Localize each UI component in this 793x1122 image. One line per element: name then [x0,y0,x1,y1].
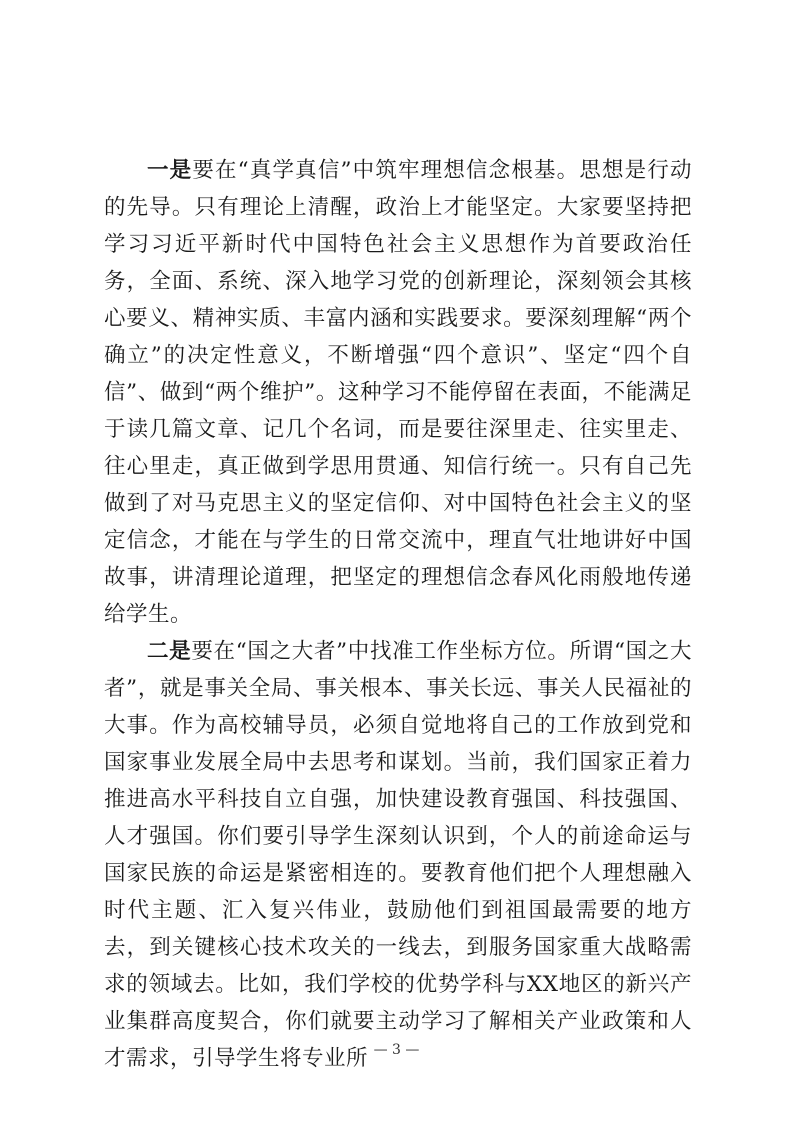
page-number: — 3 — [373,1042,420,1058]
paragraph-2 [104,633,692,1077]
paragraph-text: 要在“真学真信”中筑牢理想信念根基。思想是行动的先导。只有理论上清醒，政治上才能坚定。大家要坚持把学习习近平新时代中国特色社会主义思想作为首要政治任务，全面、系统、深入地学习党的创新理论，深刻领会其核心要义、精神实质、丰富内涵和实践要求。要深刻理解“两个确立”的决定性意义，不断增强“四个意识”、坚定“四个自信”、做到“两个维护”。这种学习不能停留在表面，不能满足于读几篇文章、记几个名词，而是要往深里走、往实里走、往心里走，真正做到学思用贯通、知信行统一。只有自己先做到了对马克思主义的坚定信仰、对中国特色社会主义的坚定信念，才能在与学生的日常交流中，理直气壮地讲好中国故事，讲清理论道理，把坚定的理想信念春风化雨般地传递给学生。 [104,158,692,627]
document-body [104,152,692,1077]
paragraph-lead: 一是 [147,158,193,183]
paragraph-1 [104,152,692,633]
paragraph-text: 要在“国之大者”中找准工作坐标方位。所谓“国之大者”，就是事关全局、事关根本、事关长远、事关人民福祉的大事。作为高校辅导员，必须自觉地将自己的工作放到党和国家事业发展全局中去思考和谋划。当前，我们国家正着力推进高水平科技自立自强，加快建设教育强国、科技强国、人才强国。你们要引导学生深刻认识到，个人的前途命运与国家民族的命运是紧密相连的。要教育他们把个人理想融入时代主题、汇入复兴伟业，鼓励他们到祖国最需要的地方去，到关键核心技术攻关的一线去，到服务国家重大战略需求的领域去。比如，我们学校的优势学科与XX地区的新兴产业集群高度契合，你们就要主动学习了解相关产业政策和人才需求，引导学生将专业所 [104,639,692,1071]
paragraph-lead: 二是 [147,639,192,664]
